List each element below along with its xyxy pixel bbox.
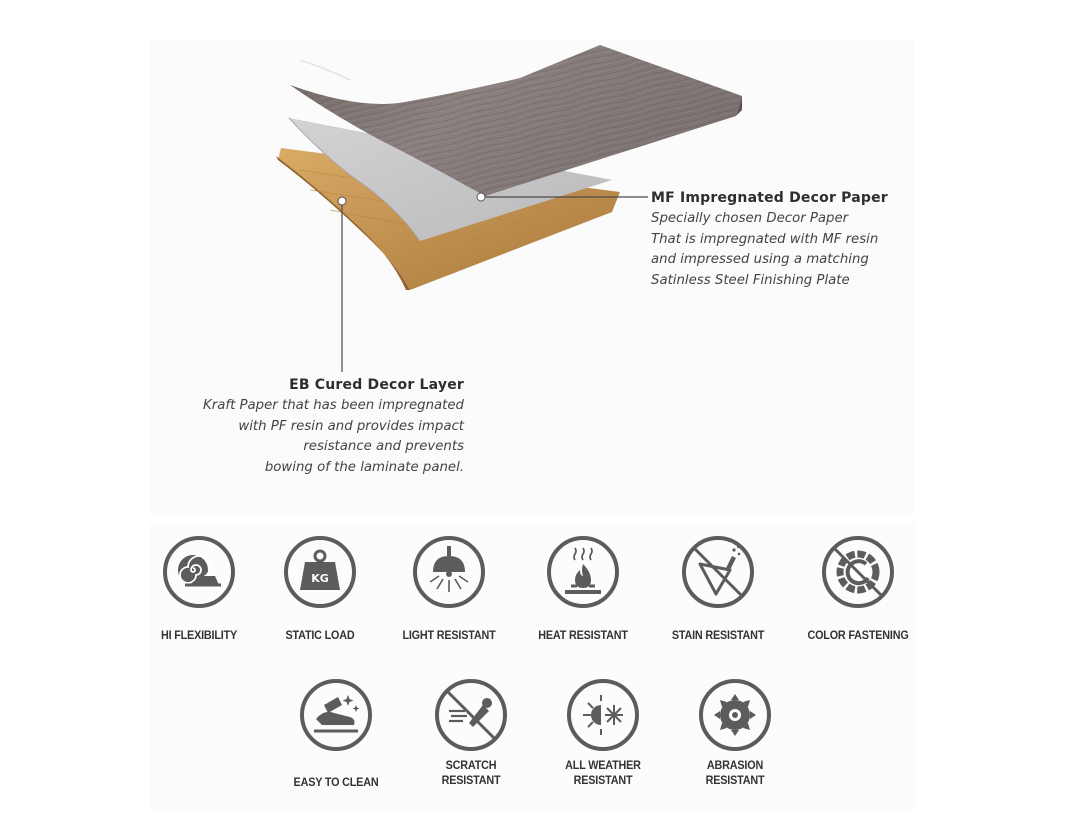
feature-scratch-resistant <box>396 679 546 788</box>
feature-icon-ring <box>435 679 507 751</box>
feature-label-line: RESISTANT <box>573 773 633 787</box>
feature-heat-resistant <box>508 536 658 643</box>
callout-line: bowing of the laminate panel. <box>264 459 464 475</box>
wipe-hand-icon <box>304 683 368 747</box>
callout-line: That is impregnated with MF resin <box>651 231 879 247</box>
feature-label: HEAT RESISTANT <box>538 628 628 642</box>
feature-label-line: SCRATCH <box>445 758 497 772</box>
feature-label <box>536 758 671 788</box>
callout-line: and impressed using a matching <box>651 252 869 267</box>
callout-description <box>651 209 888 291</box>
feature-easy-to-clean <box>261 679 411 790</box>
feature-light-resistant <box>374 536 524 643</box>
callout-line: with PF resin and provides impact <box>238 418 464 434</box>
feature-icon-ring <box>822 536 894 608</box>
callout-line: Satinless Steel Finishing Plate <box>651 272 850 288</box>
feature-static-load <box>245 536 395 643</box>
saw-blade-icon <box>703 683 767 747</box>
feature-label: LIGHT RESISTANT <box>402 628 496 642</box>
feature-icon-ring <box>682 536 754 608</box>
feature-icon-ring <box>547 536 619 608</box>
feature-icon-ring <box>413 536 485 608</box>
feature-label-line: ALL WEATHER <box>565 758 641 772</box>
lamp-icon <box>417 540 481 604</box>
kg-weight-icon <box>288 540 352 604</box>
callout-line: Specially chosen Decor Paper <box>651 211 849 226</box>
no-stain-icon <box>686 540 750 604</box>
callout-title: MF Impregnated Decor Paper <box>651 190 888 206</box>
feature-label: STAIN RESISTANT <box>671 628 765 642</box>
roll-icon <box>167 540 231 604</box>
feature-label: EASY TO CLEAN <box>293 775 379 789</box>
callout-title: EB Cured Decor Layer <box>289 377 464 393</box>
feature-color-fastening <box>783 536 933 643</box>
sun-snow-icon <box>571 683 635 747</box>
eb-cured-layer-callout <box>203 377 464 478</box>
feature-label: COLOR FASTENING <box>807 628 909 642</box>
feature-label: HI FLEXIBILITY <box>160 628 238 642</box>
feature-all-weather-resistant <box>528 679 678 788</box>
callout-description <box>203 396 464 478</box>
feature-icon-ring <box>567 679 639 751</box>
no-scratch-icon <box>439 683 503 747</box>
flame-icon <box>551 540 615 604</box>
mf-decor-paper-callout <box>651 190 888 291</box>
feature-label-line: ABRASION <box>706 758 764 772</box>
feature-icon-ring <box>284 536 356 608</box>
callout-line: Kraft Paper that has been impregnated <box>203 398 464 413</box>
feature-abrasion-resistant <box>660 679 810 788</box>
feature-label-line: RESISTANT <box>441 773 501 787</box>
feature-label: STATIC LOAD <box>285 628 355 642</box>
feature-stain-resistant <box>643 536 793 643</box>
no-fade-icon <box>826 540 890 604</box>
feature-icon-ring <box>163 536 235 608</box>
callout-line: resistance and prevents <box>303 439 464 454</box>
feature-icon-ring <box>300 679 372 751</box>
feature-label <box>404 758 539 788</box>
svg-text:KG: KG <box>311 572 329 585</box>
feature-icon-ring <box>699 679 771 751</box>
feature-label-line: RESISTANT <box>705 773 765 787</box>
feature-label <box>668 758 803 788</box>
